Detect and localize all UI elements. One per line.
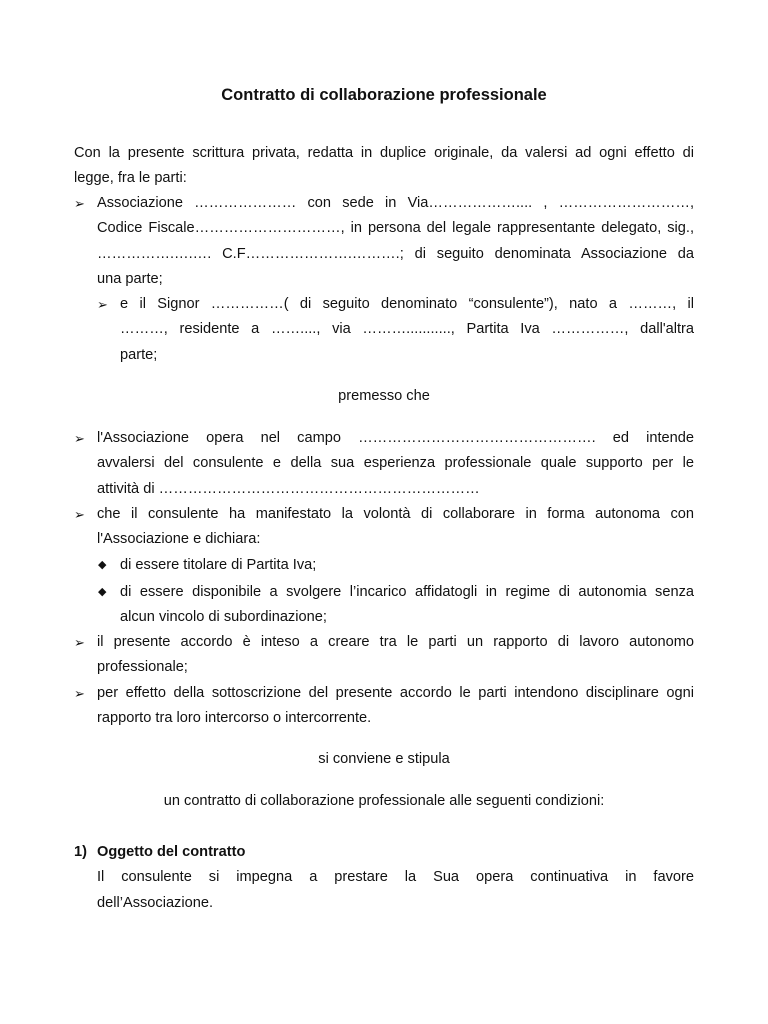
arrow-bullet-icon: ➢ [74,431,85,446]
premise-1 [97,426,694,502]
premesso-heading: premesso che [338,388,430,404]
intro-line-2: legge, fra le parti: [74,170,187,187]
premise1-line-2: avvalersi del consulente e della sua esperienza professionale quale supporto per le [97,455,694,472]
conditions-line: un contratto di collaborazione professionale alle seguenti condizioni: [163,793,605,809]
declaration-2 [120,580,694,631]
document-title: Contratto di collaborazione professionale [221,86,547,104]
arrow-bullet-icon: ➢ [74,635,85,650]
premise-2 [97,502,694,553]
premise-3 [97,630,694,681]
section1-line-2: dell’Associazione. [97,894,214,911]
intro-line-1: Con la presente scrittura privata, redatta in duplice originale, da valersi ad ogni effetto di [74,145,694,161]
premise4-line-1: per effetto della sottoscrizione del presente accordo le parti intendono disciplinare ogni [97,685,694,701]
premise2-line-2: l'Associazione e dichiara: [97,531,261,548]
party2-line-2: ………, residente a ……...., via ………..........., Partita Iva ……………, dall'altra [120,321,694,338]
section-number: 1) [74,844,87,860]
declaration2-line-1: di essere disponibile a svolgere l’incarico affidatogli in regime di autonomia senza [120,584,694,600]
intro-paragraph [74,141,694,192]
arrow-bullet-icon: ➢ [74,686,85,701]
party2-line-1: e il Signor ……………( di seguito denominato “consulente”), nato a ………, il [120,296,694,312]
premise3-line-1: il presente accordo è inteso a creare tra le parti un rapporto di lavoro autonomo [97,634,694,650]
section-heading: Oggetto del contratto [97,844,246,860]
premise3-line-2: professionale; [97,659,188,676]
diamond-bullet-icon: ◆ [98,559,107,571]
premise2-line-1: che il consulente ha manifestato la volontà di collaborare in forma autonoma con [97,506,694,522]
premise1-line-1: l'Associazione opera nel campo …………………………………………. ed intende [97,430,694,446]
party1-line-1: Associazione ………………… con sede in Via……………….... , ………………………, [97,195,694,211]
premise-4 [97,681,694,732]
declaration-1 [120,553,694,578]
premise1-line-3: attività di ………………………………………………………… [97,480,480,497]
party-association [97,191,694,292]
party1-line-3: …………….….…. C.F………………….……….; di seguito denominata Associazione da [97,245,694,262]
premise4-line-2: rapporto tra loro intercorso o intercorrente. [97,710,372,727]
diamond-bullet-icon: ◆ [98,586,107,598]
stipula-heading: si conviene e stipula [318,751,450,767]
party1-line-2: Codice Fiscale…………………………, in persona del legale rappresentante delegato, sig., [97,220,694,237]
arrow-bullet-icon: ➢ [97,297,108,312]
section1-line-1: Il consulente si impegna a prestare la Sua opera continuativa in favore [97,869,694,886]
party2-line-3: parte; [120,346,158,363]
section-1 [97,840,694,916]
arrow-bullet-icon: ➢ [74,507,85,522]
arrow-bullet-icon: ➢ [74,196,85,211]
party-consultant [120,292,694,368]
declaration2-line-2: alcun vincolo di subordinazione; [120,609,327,626]
declaration1-line: di essere titolare di Partita Iva; [120,557,317,573]
party1-line-4: una parte; [97,270,163,287]
